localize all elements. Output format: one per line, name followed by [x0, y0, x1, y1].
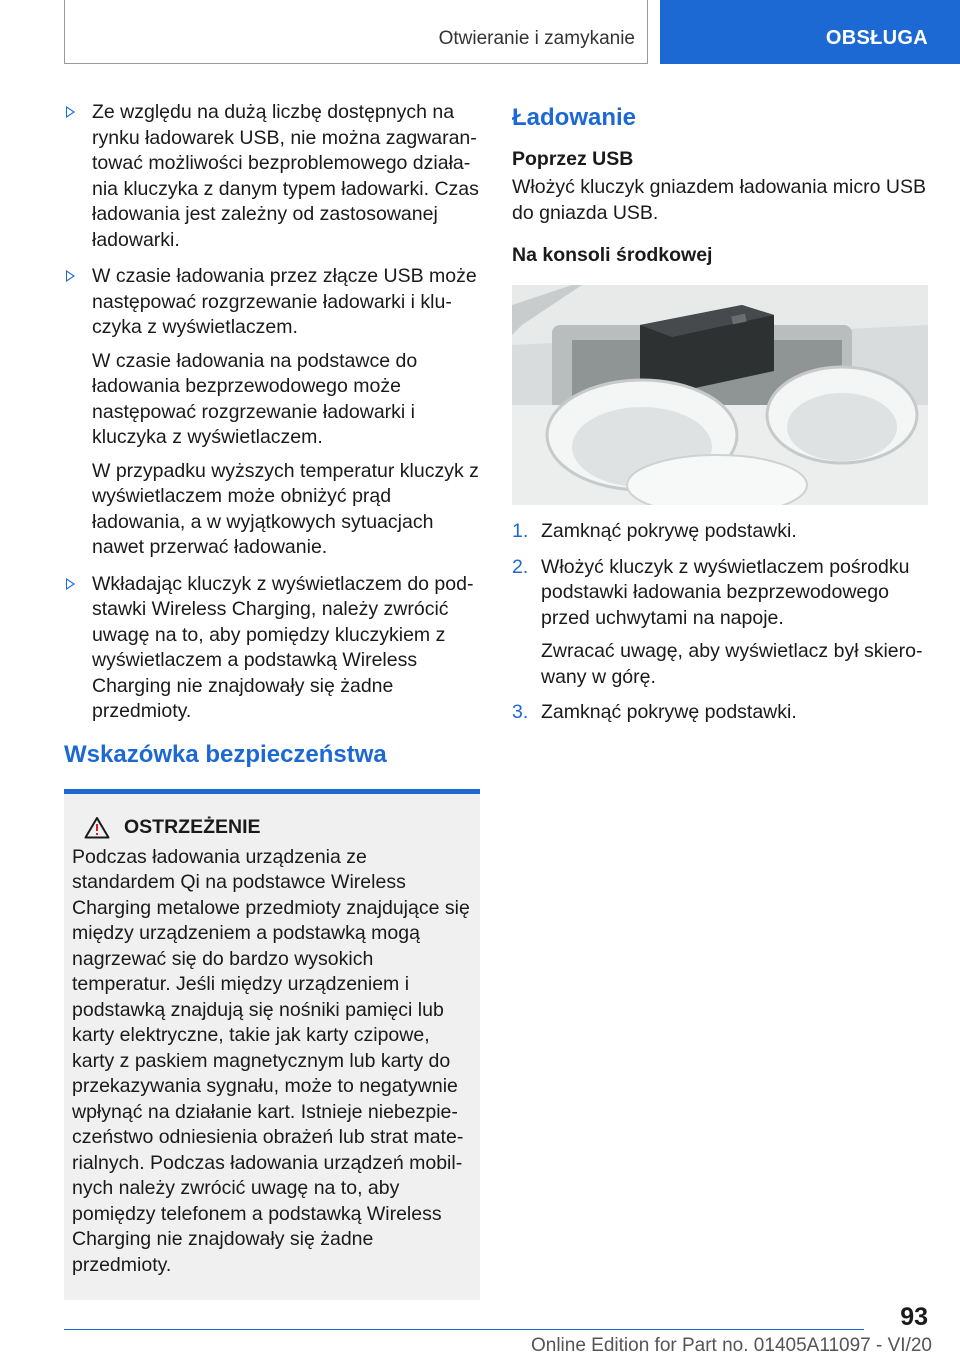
step-item [512, 555, 928, 691]
step-text: Zwracać uwagę, aby wyświetlacz był skierowany w górę. [541, 640, 923, 688]
bullet-item [64, 100, 480, 253]
bullet-item [64, 264, 480, 561]
page-number: 93 [900, 1303, 928, 1331]
warning-triangle-icon [84, 816, 110, 839]
step-item [512, 519, 928, 545]
center-console-photo [512, 285, 928, 505]
bullet-text: W czasie ładowania na podstawce do ładowania bezprzewodowego może następować rozgrzewanie ładowarki i kluczyka z wyświetlaczem. [92, 349, 418, 448]
charging-heading: Ładowanie [512, 104, 637, 131]
right-column [512, 100, 928, 726]
footer-edition: Online Edition for Part no. 01405A11097 - VI/20 [530, 1335, 932, 1356]
usb-subheading: Poprzez USB [512, 148, 634, 170]
chapter-tab [660, 0, 960, 64]
warning-box [64, 794, 480, 1301]
warning-text: Podczas ładowania urządzenia ze standardem Qi na podstawce Wireless Charging metalowe przedmioty znajdujące się między urządzeniem a podstawką mogą nagrzewać się do bardzo wysokich temperatur. Jeśli między urządzeniem i podstawką znajdują się nośniki pamięci lub karty elektryczne, takie jak karty czipowe, karty z paskiem magnetycznym lub karty do przekazywania sygnału, może to negatywnie wpłynąć na działanie kart. Istnieje niebezpieczeństwo odniesienia obrażeń lub strat materialnych. Podczas ładowania urządzeń mobilnych należy zwrócić uwagę na to, aby pomiędzy telefonem a podstawką Wireless Charging nie znajdowały się żadne przedmioty. [72, 845, 470, 1276]
step-text: Włożyć kluczyk z wyświetlaczem pośrodku podstawki ładowania bezprzewodowego przed uchwytami na napoje. [541, 555, 910, 629]
left-column [64, 100, 480, 1300]
step-number: 1. [512, 520, 529, 542]
warning-title: OSTRZEŻENIE [124, 815, 261, 838]
header-title-box [64, 0, 648, 64]
bullet-item [64, 572, 480, 725]
bullet-triangle-icon [66, 270, 75, 282]
chapter-tab-label: OBSŁUGA [825, 27, 928, 49]
warning-title-row [72, 816, 470, 839]
step-text: Zamknąć pokrywę podstawki. [541, 701, 797, 723]
bullet-triangle-icon [66, 106, 75, 118]
step-item [512, 700, 928, 726]
bullet-text: W czasie ładowania przez złącze USB może następować rozgrzewanie ładowarki i kluczyka z wyświetlaczem. [92, 265, 477, 338]
bullet-text: Ze względu na dużą liczbę dostępnych na rynku ładowarek USB, nie można zagwarantować możliwości bezproblemowego działania kluczyka z danym typem ładowarki. Czas ładowania jest zależny od zastosowanej ładowarki. [92, 101, 479, 251]
bullet-text: Wkładając kluczyk z wyświetlaczem do podstawki Wireless Charging, należy zwrócić uwagę na to, aby pomiędzy kluczykiem z wyświetlaczem a podstawką Wireless Charging nie znajdowały się żadne przedmioty. [92, 572, 474, 722]
footer-rule [64, 1329, 864, 1330]
console-subheading: Na konsoli środkowej [512, 244, 713, 266]
bullet-text: W przypadku wyższych temperatur kluczyk z wyświetlaczem może obniżyć prąd ładowania, a w wyjątkowych sytuacjach nawet przerwać ładowanie. [92, 459, 479, 558]
usb-text: Włożyć kluczyk gniazdem ładowania micro USB do gniazda USB. [512, 176, 926, 224]
bullet-triangle-icon [66, 578, 75, 590]
step-number: 3. [512, 701, 529, 723]
steps-list [512, 519, 928, 726]
step-text: Zamknąć pokrywę podstawki. [541, 520, 797, 542]
safety-heading: Wskazówka bezpieczeństwa [64, 740, 387, 768]
step-number: 2. [512, 555, 529, 578]
section-title: Otwieranie i zamykanie [438, 28, 635, 49]
